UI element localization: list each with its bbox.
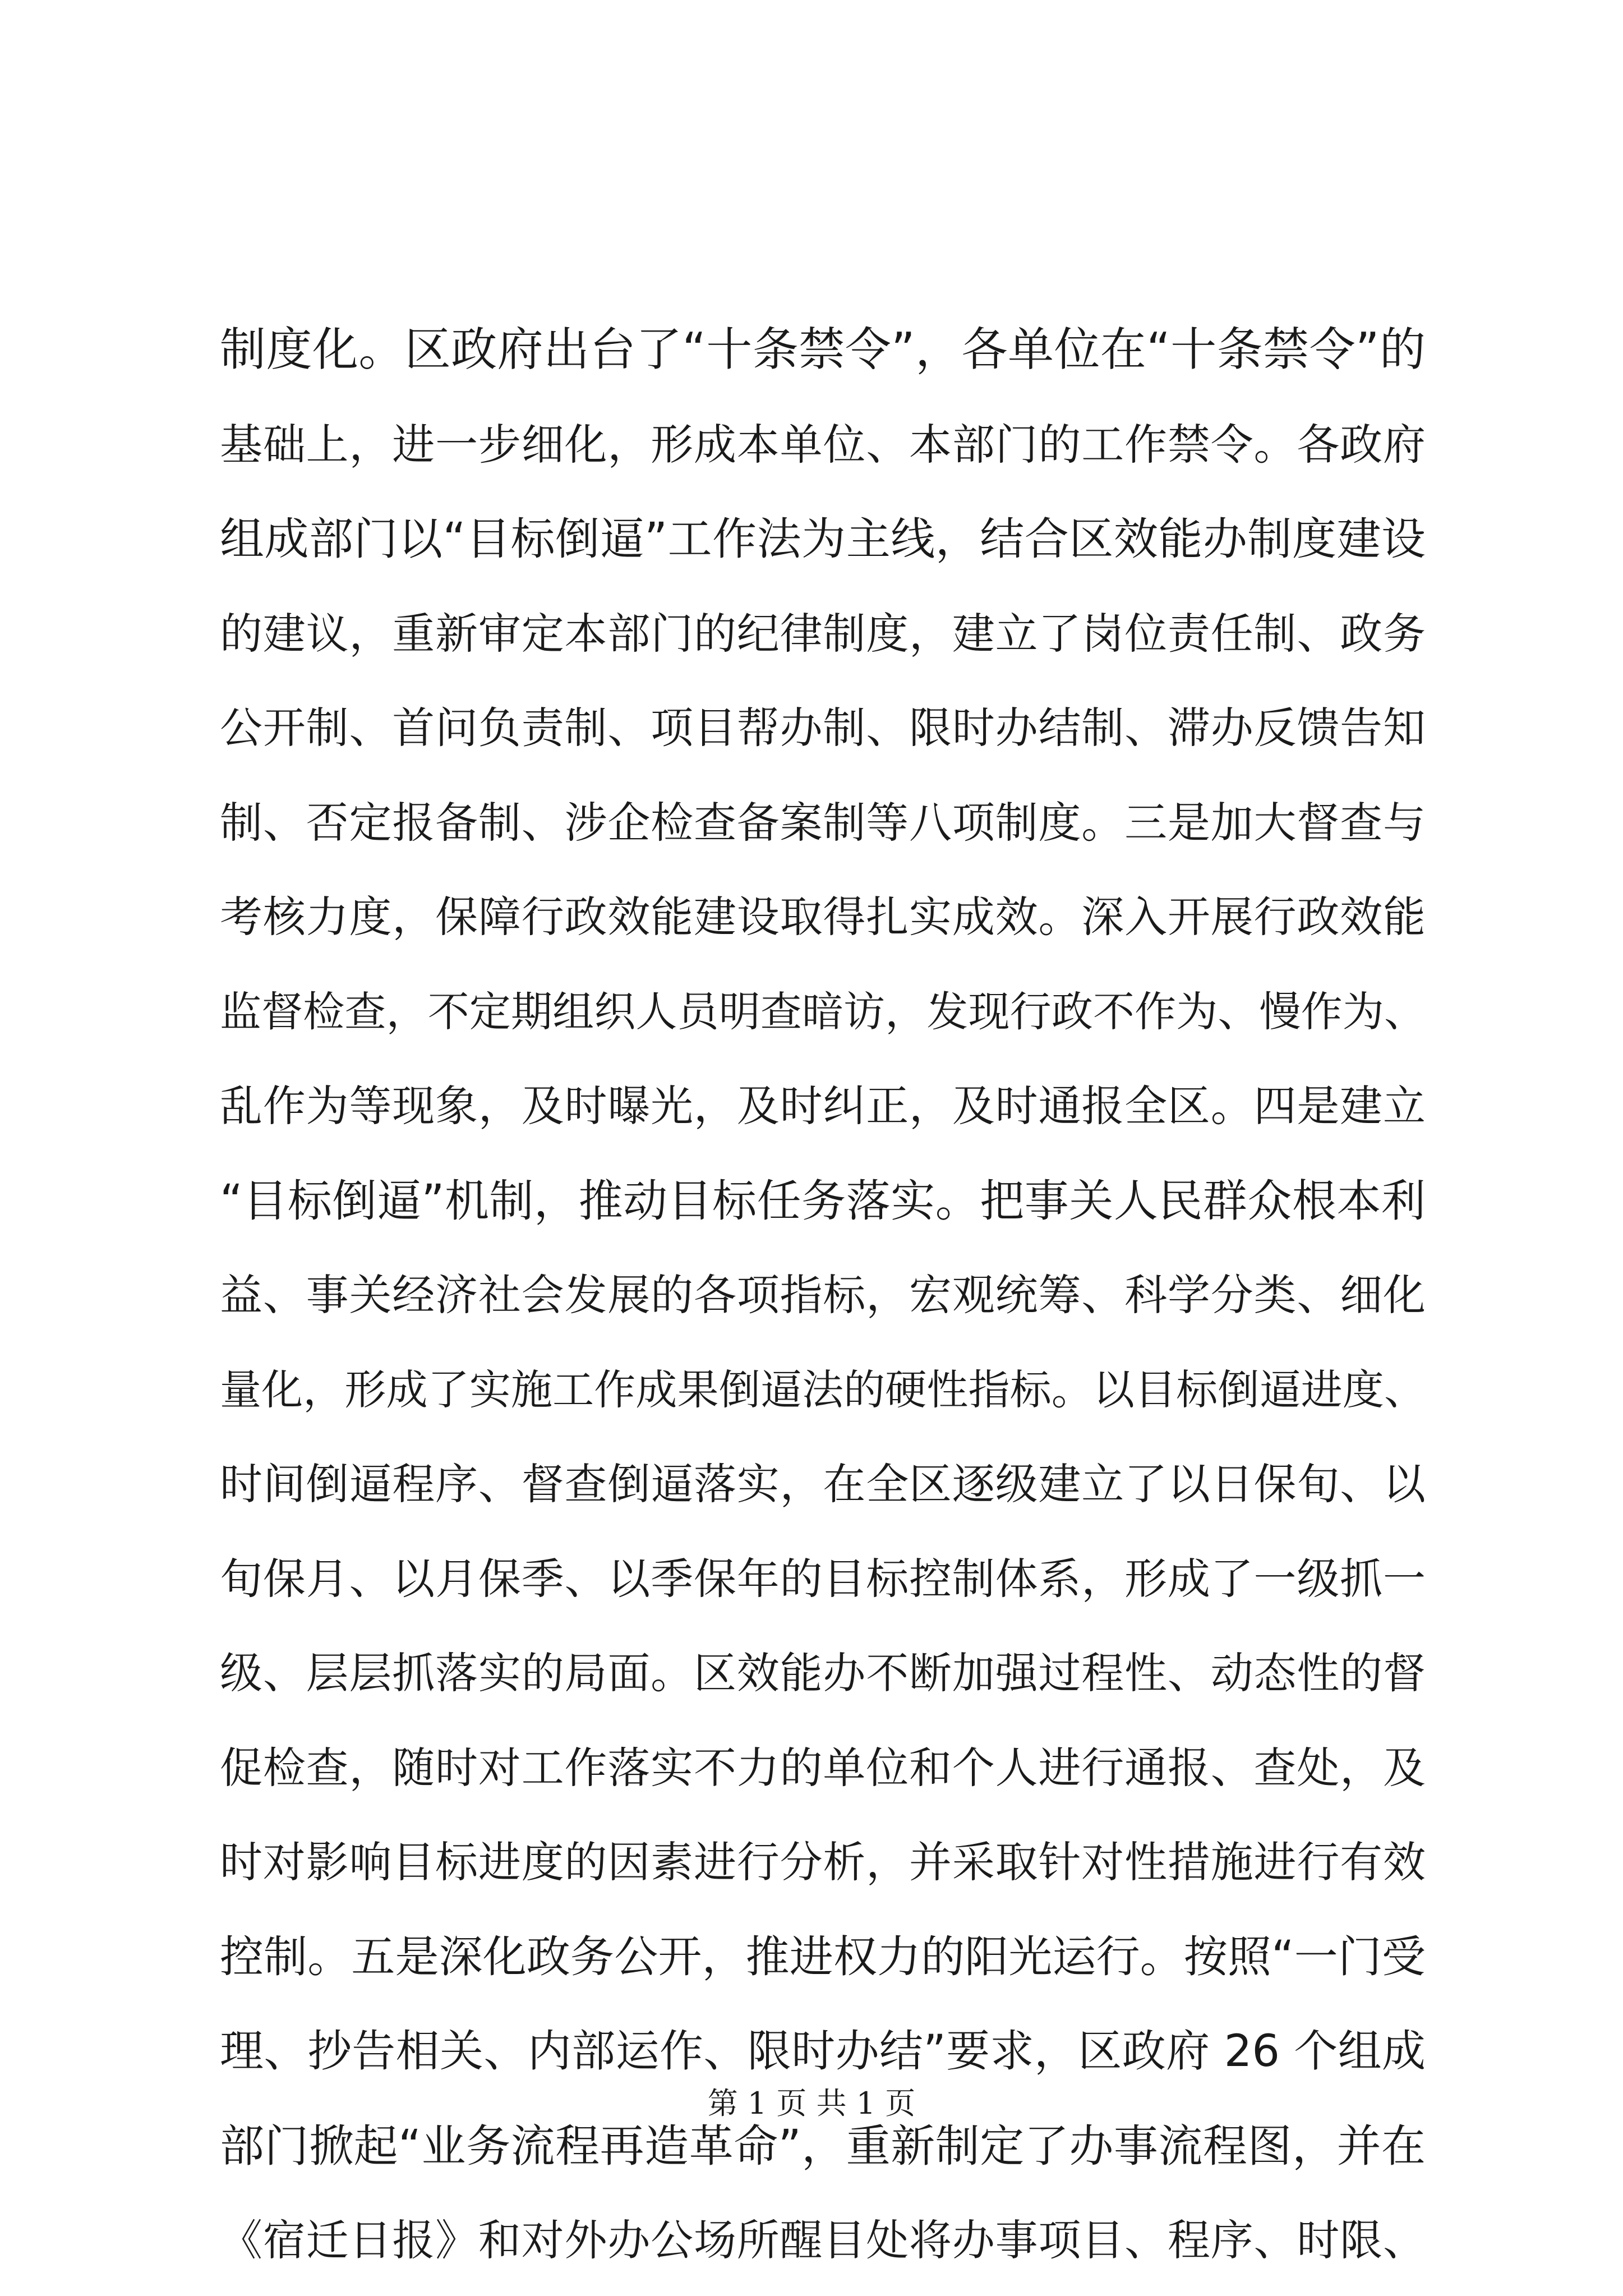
text-line: 组成部门以“目标倒逼”工作法为主线，结合区效能办制度建设 xyxy=(220,513,1426,565)
text-line: 理、抄告相关、内部运作、限时办结”要求，区政府 26 个组成 xyxy=(220,2026,1426,2077)
text-line: 制、否定报备制、涉企检查备案制等八项制度。三是加大督查与 xyxy=(220,797,1426,848)
text-line: 考核力度，保障行政效能建设取得扎实成效。深入开展行政效能 xyxy=(220,892,1426,942)
body-text xyxy=(220,303,1426,2288)
text-line: 的建议，重新审定本部门的纪律制度，建立了岗位责任制、政务 xyxy=(220,608,1426,659)
text-line: 部门掀起“业务流程再造革命”，重新制定了办事流程图，并在 xyxy=(220,2120,1426,2172)
text-line: 益、事关经济社会发展的各项指标，宏观统筹、科学分类、细化 xyxy=(220,1270,1426,1320)
text-line: 时对影响目标进度的因素进行分析，并采取针对性措施进行有效 xyxy=(220,1837,1426,1887)
text-line: 基础上，进一步细化，形成本单位、本部门的工作禁令。各政府 xyxy=(220,419,1426,470)
text-line: 《宿迁日报》和对外办公场所醒目处将办事项目、程序、时限、 xyxy=(220,2215,1426,2265)
text-line: 量化，形成了实施工作成果倒逼法的硬性指标。以目标倒逼进度、 xyxy=(220,1365,1426,1414)
text-line: 旬保月、以月保季、以季保年的目标控制体系，形成了一级抓一 xyxy=(220,1553,1426,1604)
text-line: 监督检查，不定期组织人员明查暗访，发现行政不作为、慢作为、 xyxy=(220,987,1426,1036)
text-line: 级、层层抓落实的局面。区效能办不断加强过程性、动态性的督 xyxy=(220,1648,1426,1698)
text-line: 控制。五是深化政务公开，推进权力的阳光运行。按照“一门受 xyxy=(220,1931,1426,1982)
page-number-footer: 第 1 页 共 1 页 xyxy=(707,2086,916,2121)
text-line: 促检查，随时对工作落实不力的单位和个人进行通报、查处，及 xyxy=(220,1742,1426,1793)
text-line: 公开制、首问负责制、项目帮办制、限时办结制、滞办反馈告知 xyxy=(220,703,1426,753)
text-line: 制度化。区政府出台了“十条禁令”，各单位在“十条禁令”的 xyxy=(220,323,1426,376)
text-line: “目标倒逼”机制，推动目标任务落实。把事关人民群众根本利 xyxy=(220,1175,1426,1227)
text-line: 乱作为等现象，及时曝光，及时纠正，及时通报全区。四是建立 xyxy=(220,1081,1426,1131)
text-line: 时间倒逼程序、督查倒逼落实，在全区逐级建立了以日保旬、以 xyxy=(220,1459,1426,1509)
